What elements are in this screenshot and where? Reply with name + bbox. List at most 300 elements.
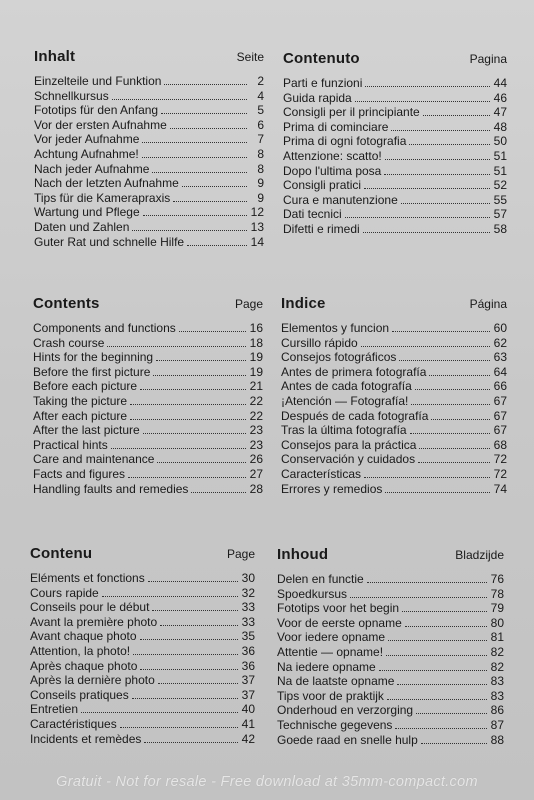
- toc-entry-label: Antes de cada fotografía: [281, 379, 412, 394]
- toc-entry-label: Después de cada fotografía: [281, 408, 429, 423]
- dot-leader: [410, 424, 490, 434]
- dot-leader: [419, 439, 490, 449]
- toc-entry-label: Incidents et remèdes: [30, 731, 142, 746]
- section-page-label: Seite: [236, 50, 264, 64]
- toc-entry-page: 14: [250, 234, 264, 249]
- toc-entry-page: 68: [493, 437, 507, 452]
- toc-entry-label: Practical hints: [33, 437, 108, 452]
- toc-entry-page: 60: [493, 321, 507, 335]
- toc-entry-page: 83: [490, 674, 504, 689]
- toc-entry-label: Tips voor de praktijk: [277, 688, 384, 703]
- toc-entry-page: 51: [493, 148, 507, 163]
- dot-leader: [355, 92, 490, 102]
- toc-entry-label: Attention, la photo!: [30, 643, 131, 658]
- toc-entry-label: Before the first picture: [33, 364, 151, 379]
- dot-leader: [153, 366, 246, 376]
- toc-entry-page: 66: [493, 379, 507, 394]
- toc-entry: [34, 147, 264, 162]
- toc-entry: [33, 409, 263, 424]
- toc-entry-label: Na iedere opname: [277, 659, 376, 674]
- dot-leader: [350, 588, 487, 598]
- toc-entry-page: 26: [249, 452, 263, 467]
- toc-entry-label: ¡Atención — Fotografía!: [281, 393, 409, 408]
- dot-leader: [415, 380, 490, 390]
- section-title: Contenu: [30, 545, 93, 562]
- toc-entry-page: 80: [490, 615, 504, 630]
- toc-entry-page: 48: [493, 119, 507, 134]
- toc-entry: [33, 438, 263, 453]
- dot-leader: [363, 223, 490, 233]
- toc-entry-label: Delen en functie: [277, 572, 364, 586]
- toc-entry: [277, 689, 504, 704]
- dot-leader: [142, 148, 247, 158]
- toc-entry-label: Daten und Zahlen: [34, 219, 130, 234]
- toc-entry: [281, 423, 507, 438]
- toc-section-italian: [283, 50, 507, 237]
- toc-entry-page: 7: [257, 132, 264, 147]
- toc-entry-label: Avant la première photo: [30, 614, 158, 629]
- toc-entry-page: 62: [493, 335, 507, 350]
- dot-leader: [132, 221, 247, 231]
- toc-entry-page: 27: [249, 466, 263, 481]
- toc-entry-label: Consejos para la práctica: [281, 437, 417, 452]
- dot-leader: [405, 617, 487, 627]
- toc-entry-page: 36: [241, 643, 255, 658]
- dot-leader: [170, 119, 247, 129]
- dot-leader: [191, 483, 246, 493]
- toc-entry-page: 74: [493, 481, 507, 496]
- toc-entry: [277, 703, 504, 718]
- toc-entry-page: 35: [241, 629, 255, 644]
- toc-entry-page: 63: [493, 350, 507, 365]
- dot-leader: [112, 90, 247, 100]
- dot-leader: [143, 424, 246, 434]
- toc-section-german: [34, 48, 264, 249]
- toc-entry-label: Conservación y cuidados: [281, 452, 416, 467]
- toc-entry: [283, 149, 507, 164]
- toc-entry-label: Vor der ersten Aufnahme: [34, 117, 167, 132]
- toc-entry: [277, 733, 504, 748]
- toc-entry-page: 64: [493, 364, 507, 379]
- toc-entry: [34, 118, 264, 133]
- toc-entry-label: Cura e manutenzione: [283, 192, 398, 207]
- section-header: [283, 50, 507, 70]
- dot-leader: [102, 587, 238, 597]
- section-header: [30, 545, 255, 565]
- dot-leader: [401, 194, 490, 204]
- toc-entry-page: 33: [241, 614, 255, 629]
- toc-entry: [34, 235, 264, 250]
- toc-entry: [33, 365, 263, 380]
- toc-entry: [283, 76, 507, 91]
- toc-entry-label: Cursillo rápido: [281, 335, 358, 350]
- toc-entry: [281, 321, 507, 336]
- toc-entry: [281, 409, 507, 424]
- dot-leader: [388, 631, 487, 641]
- toc-entry-label: Voor de eerste opname: [277, 615, 402, 630]
- toc-entry-page: 87: [490, 717, 504, 732]
- toc-entry-label: After the last picture: [33, 423, 140, 438]
- toc-entry-label: Consigli pratici: [283, 178, 362, 193]
- toc-section-french: [30, 545, 255, 746]
- dot-leader: [140, 630, 238, 640]
- toc-entry-page: 8: [257, 161, 264, 176]
- toc-entry-label: Attenzione: scatto!: [283, 148, 382, 163]
- toc-entry-page: 9: [257, 176, 264, 191]
- dot-leader: [386, 646, 487, 656]
- toc-entry-label: Voor iedere opname: [277, 630, 386, 645]
- toc-entry: [33, 321, 263, 336]
- toc-entry-label: Parti e funzioni: [283, 76, 363, 90]
- dot-leader: [361, 337, 490, 347]
- toc-entry-page: 36: [241, 658, 255, 673]
- toc-entry-page: 41: [241, 716, 255, 731]
- toc-list: [283, 76, 507, 237]
- toc-entry-page: 67: [493, 423, 507, 438]
- dot-leader: [120, 718, 238, 728]
- toc-entry: [34, 132, 264, 147]
- section-page-label: Page: [226, 547, 255, 561]
- toc-entry-page: 4: [257, 88, 264, 103]
- dot-leader: [431, 410, 490, 420]
- dot-leader: [345, 208, 490, 218]
- toc-entry-label: Características: [281, 466, 362, 481]
- toc-entry-page: 40: [241, 702, 255, 717]
- toc-entry: [33, 467, 263, 482]
- toc-entry: [34, 176, 264, 191]
- toc-entry: [277, 674, 504, 689]
- toc-entry: [30, 732, 255, 747]
- toc-entry-page: 8: [257, 146, 264, 161]
- toc-entry-page: 23: [249, 423, 263, 438]
- toc-entry-page: 67: [493, 408, 507, 423]
- toc-entry-label: Entretien: [30, 702, 79, 717]
- toc-entry-label: Après chaque photo: [30, 658, 138, 673]
- dot-leader: [128, 468, 246, 478]
- dot-leader: [365, 77, 490, 87]
- toc-entry: [281, 482, 507, 497]
- toc-entry-page: 32: [241, 585, 255, 600]
- dot-leader: [384, 165, 490, 175]
- toc-entry: [277, 718, 504, 733]
- section-page-label: Página: [469, 297, 507, 311]
- toc-entry-label: Conseils pratiques: [30, 687, 129, 702]
- toc-entry-label: Elementos y funcion: [281, 321, 390, 335]
- toc-list: [33, 321, 263, 496]
- dot-leader: [158, 674, 238, 684]
- dot-leader: [402, 602, 487, 612]
- toc-entry-label: Conseils pour le début: [30, 600, 150, 615]
- dot-leader: [399, 351, 490, 361]
- toc-entry-page: 88: [490, 732, 504, 747]
- toc-entry: [283, 120, 507, 135]
- toc-entry: [283, 207, 507, 222]
- toc-entry-label: Prima di cominciare: [283, 119, 389, 134]
- toc-entry: [34, 89, 264, 104]
- toc-entry: [277, 601, 504, 616]
- toc-entry: [283, 105, 507, 120]
- dot-leader: [148, 572, 238, 582]
- toc-entry-page: 22: [249, 393, 263, 408]
- toc-entry-page: 86: [490, 703, 504, 718]
- toc-entry: [30, 629, 255, 644]
- dot-leader: [144, 733, 238, 743]
- toc-entry-label: Einzelteile und Funktion: [34, 74, 162, 88]
- toc-entry-page: 2: [257, 74, 264, 88]
- toc-entry: [277, 645, 504, 660]
- toc-entry-label: Prima di ogni fotografia: [283, 134, 407, 149]
- toc-entry-page: 5: [257, 103, 264, 118]
- toc-entry-label: Fototips für den Anfang: [34, 103, 159, 118]
- dot-leader: [143, 206, 247, 216]
- toc-entry-page: 55: [493, 192, 507, 207]
- dot-leader: [416, 704, 487, 714]
- watermark: Gratuit - Not for resale - Free download at 35mm-compact.com: [56, 774, 478, 790]
- dot-leader: [130, 395, 246, 405]
- toc-entry-page: 23: [249, 437, 263, 452]
- toc-entry-label: Nach jeder Aufnahme: [34, 161, 150, 176]
- toc-entry-label: Après la dernière photo: [30, 673, 155, 688]
- section-header: [281, 295, 507, 315]
- section-header: [277, 546, 504, 566]
- toc-entry-label: Caractéristiques: [30, 716, 117, 731]
- dot-leader: [133, 645, 238, 655]
- toc-entry-label: Errores y remedios: [281, 481, 383, 496]
- toc-entry-label: Achtung Aufnahme!: [34, 146, 139, 161]
- dot-leader: [173, 192, 247, 202]
- toc-entry: [281, 394, 507, 409]
- toc-list: [34, 74, 264, 249]
- dot-leader: [187, 236, 247, 246]
- toc-entry: [33, 482, 263, 497]
- toc-entry: [277, 630, 504, 645]
- dot-leader: [421, 734, 487, 744]
- dot-leader: [429, 366, 490, 376]
- dot-leader: [179, 322, 246, 332]
- dot-leader: [81, 703, 238, 713]
- toc-entry: [281, 438, 507, 453]
- toc-entry: [33, 423, 263, 438]
- section-page-label: Bladzijde: [455, 548, 504, 562]
- dot-leader: [161, 104, 247, 114]
- toc-entry-page: 16: [249, 321, 263, 335]
- dot-leader: [164, 75, 247, 85]
- toc-entry: [34, 103, 264, 118]
- toc-entry-label: Vor jeder Aufnahme: [34, 132, 140, 147]
- toc-entry-page: 79: [490, 601, 504, 616]
- dot-leader: [132, 689, 238, 699]
- toc-entry-page: 18: [249, 335, 263, 350]
- toc-entry-label: Cours rapide: [30, 585, 99, 600]
- toc-entry-page: 52: [493, 178, 507, 193]
- toc-entry-page: 76: [490, 572, 504, 586]
- toc-entry: [277, 572, 504, 587]
- toc-entry-label: Care and maintenance: [33, 452, 155, 467]
- toc-entry-page: 22: [249, 408, 263, 423]
- toc-entry-label: Crash course: [33, 335, 105, 350]
- dot-leader: [397, 675, 487, 685]
- dot-leader: [142, 133, 247, 143]
- toc-entry: [30, 702, 255, 717]
- toc-entry: [277, 587, 504, 602]
- toc-entry: [33, 336, 263, 351]
- toc-entry-page: 37: [241, 687, 255, 702]
- toc-entry-page: 83: [490, 688, 504, 703]
- dot-leader: [364, 179, 490, 189]
- toc-entry: [30, 571, 255, 586]
- toc-entry: [34, 205, 264, 220]
- dot-leader: [107, 337, 246, 347]
- toc-entry: [30, 644, 255, 659]
- toc-entry-label: Tips für die Kamerapraxis: [34, 190, 171, 205]
- dot-leader: [160, 616, 238, 626]
- toc-entry-page: 58: [493, 221, 507, 236]
- toc-entry: [30, 688, 255, 703]
- toc-entry: [277, 616, 504, 631]
- dot-leader: [418, 453, 490, 463]
- toc-entry-page: 37: [241, 673, 255, 688]
- toc-entry-page: 72: [493, 452, 507, 467]
- dot-leader: [157, 453, 246, 463]
- toc-entry-label: Onderhoud en verzorging: [277, 703, 414, 718]
- toc-entry: [30, 673, 255, 688]
- toc-entry-page: 21: [249, 379, 263, 394]
- toc-entry-label: Dati tecnici: [283, 207, 342, 222]
- toc-section-english: [33, 295, 263, 496]
- toc-entry-page: 78: [490, 586, 504, 601]
- toc-entry-label: Goede raad en snelle hulp: [277, 732, 418, 747]
- dot-leader: [385, 483, 490, 493]
- toc-entry: [30, 586, 255, 601]
- toc-entry: [283, 164, 507, 179]
- toc-section-dutch: [277, 546, 504, 747]
- toc-entry-page: 9: [257, 190, 264, 205]
- toc-section-spanish: [281, 295, 507, 496]
- dot-leader: [111, 439, 246, 449]
- toc-entry-page: 50: [493, 134, 507, 149]
- dot-leader: [156, 351, 246, 361]
- toc-entry-page: 72: [493, 466, 507, 481]
- toc-entry-label: After each picture: [33, 408, 128, 423]
- toc-entry: [34, 191, 264, 206]
- toc-entry: [33, 379, 263, 394]
- toc-entry-label: Spoedkursus: [277, 586, 348, 601]
- toc-list: [277, 572, 504, 747]
- toc-entry-label: Difetti e rimedi: [283, 221, 360, 236]
- dot-leader: [379, 661, 487, 671]
- dot-leader: [411, 395, 490, 405]
- section-title: Indice: [281, 295, 326, 312]
- dot-leader: [392, 322, 490, 332]
- toc-entry: [30, 615, 255, 630]
- toc-entry-label: Guida rapida: [283, 90, 352, 105]
- toc-entry: [281, 365, 507, 380]
- toc-entry-label: Eléments et fonctions: [30, 571, 145, 585]
- dot-leader: [152, 163, 247, 173]
- toc-entry: [283, 91, 507, 106]
- toc-entry-page: 81: [490, 630, 504, 645]
- toc-entry: [30, 717, 255, 732]
- toc-entry-label: Avant chaque photo: [30, 629, 137, 644]
- toc-entry: [283, 193, 507, 208]
- toc-entry-page: 51: [493, 163, 507, 178]
- toc-entry-page: 46: [493, 90, 507, 105]
- toc-entry-label: Schnellkursus: [34, 88, 109, 103]
- toc-entry-label: Technische gegevens: [277, 717, 393, 732]
- dot-leader: [391, 121, 490, 131]
- toc-entry: [283, 134, 507, 149]
- dot-leader: [423, 106, 490, 116]
- toc-entry-page: 42: [241, 731, 255, 746]
- dot-leader: [364, 468, 490, 478]
- toc-entry-label: Antes de primera fotografía: [281, 364, 427, 379]
- toc-entry: [30, 600, 255, 615]
- toc-entry-label: Hints for the beginning: [33, 350, 154, 365]
- section-header: [34, 48, 264, 68]
- toc-entry-label: Guter Rat und schnelle Hilfe: [34, 234, 185, 249]
- dot-leader: [140, 380, 246, 390]
- section-header: [33, 295, 263, 315]
- toc-entry-page: 82: [490, 659, 504, 674]
- toc-entry-page: 12: [250, 205, 264, 220]
- toc-entry-label: Tras la última fotografía: [281, 423, 407, 438]
- toc-entry: [281, 452, 507, 467]
- toc-entry-page: 57: [493, 207, 507, 222]
- toc-entry-page: 19: [249, 364, 263, 379]
- section-page-label: Pagina: [469, 52, 507, 66]
- toc-entry: [277, 660, 504, 675]
- toc-entry-label: Handling faults and remedies: [33, 481, 189, 496]
- dot-leader: [130, 410, 246, 420]
- toc-entry-label: Attentie — opname!: [277, 644, 384, 659]
- toc-list: [281, 321, 507, 496]
- toc-entry: [34, 162, 264, 177]
- dot-leader: [395, 719, 487, 729]
- toc-entry: [283, 222, 507, 237]
- toc-entry-label: Nach der letzten Aufnahme: [34, 176, 179, 191]
- dot-leader: [367, 573, 487, 583]
- toc-entry-label: Taking the picture: [33, 393, 128, 408]
- toc-entry-page: 30: [241, 571, 255, 585]
- toc-entry: [281, 350, 507, 365]
- section-title: Inhalt: [34, 48, 76, 65]
- toc-entry-label: Consejos fotográficos: [281, 350, 397, 365]
- section-title: Contenuto: [283, 50, 360, 67]
- dot-leader: [182, 177, 247, 187]
- toc-entry: [283, 178, 507, 193]
- toc-entry: [30, 659, 255, 674]
- toc-entry-page: 67: [493, 393, 507, 408]
- toc-entry-label: Dopo l'ultima posa: [283, 163, 382, 178]
- dot-leader: [409, 135, 490, 145]
- toc-entry-label: Before each picture: [33, 379, 138, 394]
- toc-entry-label: Na de laatste opname: [277, 674, 395, 689]
- toc-entry: [33, 350, 263, 365]
- toc-entry-page: 33: [241, 600, 255, 615]
- dot-leader: [387, 690, 487, 700]
- section-title: Contents: [33, 295, 100, 312]
- toc-entry-page: 44: [493, 76, 507, 90]
- toc-entry-label: Consigli per il principiante: [283, 105, 420, 120]
- toc-entry-label: Fototips voor het begin: [277, 601, 400, 616]
- toc-entry-label: Components and functions: [33, 321, 176, 335]
- toc-list: [30, 571, 255, 746]
- dot-leader: [152, 601, 238, 611]
- toc-entry-page: 28: [249, 481, 263, 496]
- toc-entry: [281, 379, 507, 394]
- toc-entry-page: 82: [490, 644, 504, 659]
- toc-entry-page: 19: [249, 350, 263, 365]
